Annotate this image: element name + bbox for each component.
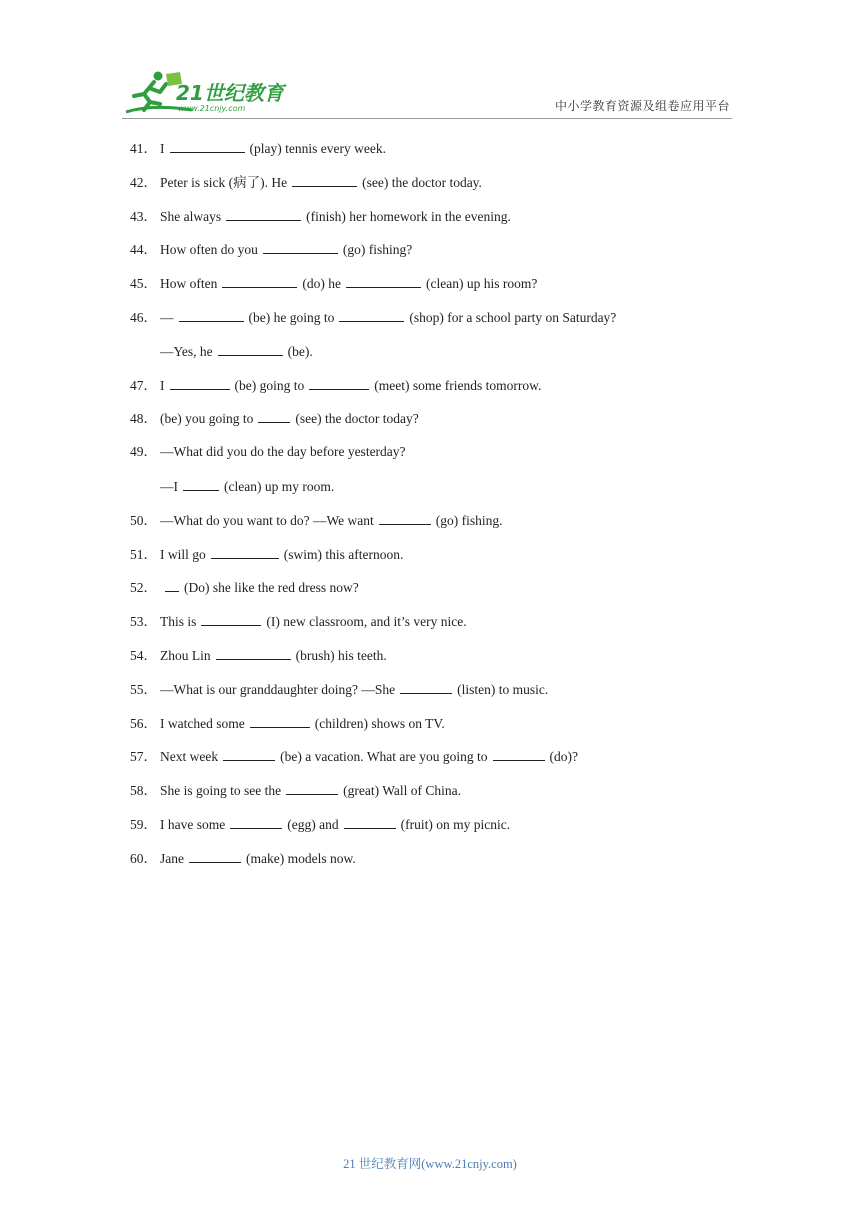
svg-text:21世纪教育: 21世纪教育: [176, 81, 284, 105]
question-number: 42．: [130, 174, 157, 190]
platform-tagline: 中小学教育资源及组卷应用平台: [554, 99, 730, 113]
question-line: [130, 746, 750, 780]
question-number: 46．: [130, 309, 157, 325]
question-line: [130, 848, 750, 882]
question-number: 43．: [130, 208, 157, 224]
answer-blank[interactable]: [344, 814, 396, 829]
question-text: (great) Wall of China.: [343, 783, 461, 799]
question-number: 58．: [130, 783, 157, 799]
question-text: (children) shows on TV.: [314, 715, 445, 731]
question-text: (be) he going to: [248, 309, 335, 325]
answer-blank[interactable]: [493, 746, 545, 761]
question-line: [130, 442, 750, 476]
question-text: How often do you: [160, 242, 258, 258]
answer-blank[interactable]: [226, 206, 301, 221]
question-text: —What did you do the day before yesterday?: [160, 444, 406, 460]
question-number: 47．: [130, 377, 157, 393]
question-list: [130, 138, 750, 882]
question-text: (listen) to music.: [457, 681, 549, 697]
svg-text:www.21cnjy.com: www.21cnjy.com: [178, 104, 246, 113]
answer-blank[interactable]: [179, 307, 244, 322]
question-line: [130, 679, 750, 713]
answer-blank[interactable]: [292, 172, 357, 187]
question-number: 49．: [130, 444, 157, 460]
question-text: (do) he: [302, 276, 341, 292]
answer-blank[interactable]: [223, 746, 275, 761]
question-text: (meet) some friends tomorrow.: [374, 377, 542, 393]
answer-blank[interactable]: [286, 780, 338, 795]
answer-blank[interactable]: [201, 611, 261, 626]
question-line: [130, 408, 750, 442]
question-text: (shop) for a school party on Saturday?: [409, 309, 617, 325]
question-number: 41．: [130, 141, 157, 156]
question-text: —I: [160, 478, 178, 494]
question-line: [130, 544, 750, 578]
question-text: Jane: [160, 850, 184, 866]
answer-blank[interactable]: [189, 848, 241, 863]
question-number: 59．: [130, 816, 157, 832]
question-text: Zhou Lin: [160, 647, 211, 663]
question-text: —What is our granddaughter doing? —She: [160, 681, 396, 697]
question-text: She always: [160, 208, 222, 224]
question-line: [130, 172, 750, 206]
question-text: (egg) and: [287, 816, 339, 832]
question-number: 57．: [130, 749, 157, 765]
question-text: (Do) she like the red dress now?: [184, 580, 359, 596]
question-number: 55．: [130, 681, 157, 697]
question-text: (I) new classroom, and it’s very nice.: [266, 614, 467, 630]
question-text: She is going to see the: [160, 783, 282, 799]
question-text: —: [160, 309, 174, 325]
question-line: [130, 239, 750, 273]
question-line: [130, 307, 750, 341]
question-text: —Yes, he: [160, 343, 213, 359]
question-line: [130, 341, 750, 375]
question-line: [130, 814, 750, 848]
header-divider: [122, 118, 732, 119]
question-number: 52．: [130, 580, 157, 596]
answer-blank[interactable]: [165, 577, 179, 592]
answer-blank[interactable]: [346, 273, 421, 288]
page-header: [0, 0, 860, 125]
question-line: [130, 645, 750, 679]
answer-blank[interactable]: [211, 544, 279, 559]
question-text: (be) a vacation. What are you going to: [280, 749, 488, 765]
runner-logo-icon: [122, 70, 292, 118]
question-text: Next week: [160, 749, 219, 765]
answer-blank[interactable]: [379, 510, 431, 525]
question-number: 51．: [130, 546, 157, 562]
question-number: 50．: [130, 512, 157, 528]
answer-blank[interactable]: [218, 341, 283, 356]
question-text: (brush) his teeth.: [295, 647, 387, 663]
question-text: I: [160, 141, 165, 156]
question-text: (clean) up my room.: [224, 478, 335, 494]
footer-link[interactable]: 21 世纪教育网(www.21cnjy.com): [343, 1157, 517, 1171]
answer-blank[interactable]: [230, 814, 282, 829]
question-text: I watched some: [160, 715, 245, 731]
question-number: 60．: [130, 850, 157, 866]
question-line: [130, 138, 750, 172]
question-line: [130, 713, 750, 747]
question-text: Peter is sick (病了). He: [160, 174, 288, 190]
question-text: This is: [160, 614, 197, 630]
question-number: 54．: [130, 647, 157, 663]
question-line: [130, 510, 750, 544]
question-line: [130, 577, 750, 611]
question-text: I will go: [160, 546, 206, 562]
question-text: (go) fishing?: [342, 242, 413, 258]
question-line: [130, 611, 750, 645]
question-number: 53．: [130, 614, 157, 630]
question-text: (be).: [287, 343, 313, 359]
answer-blank[interactable]: [339, 307, 404, 322]
question-text: (finish) her homework in the evening.: [306, 208, 511, 224]
question-text: (see) the doctor today.: [362, 174, 482, 190]
question-number: 56．: [130, 715, 157, 731]
question-text: (play) tennis every week.: [249, 141, 386, 156]
answer-blank[interactable]: [309, 375, 369, 390]
site-logo[interactable]: [122, 70, 292, 118]
question-text: I have some: [160, 816, 226, 832]
answer-blank[interactable]: [216, 645, 291, 660]
question-text: (do)?: [549, 749, 579, 765]
question-text: —What do you want to do? —We want: [160, 512, 374, 528]
answer-blank[interactable]: [170, 138, 245, 153]
question-text: (go) fishing.: [435, 512, 503, 528]
answer-blank[interactable]: [170, 375, 230, 390]
question-line: [130, 476, 750, 510]
question-line: [130, 780, 750, 814]
question-number: 44．: [130, 242, 157, 258]
question-line: [130, 375, 750, 409]
question-number: 45．: [130, 276, 157, 292]
question-text: (be) going to: [234, 377, 305, 393]
answer-blank[interactable]: [263, 239, 338, 254]
question-text: How often: [160, 276, 218, 292]
answer-blank[interactable]: [258, 408, 290, 423]
question-text: (fruit) on my picnic.: [400, 816, 511, 832]
question-text: I: [160, 377, 165, 393]
question-text: (swim) this afternoon.: [283, 546, 404, 562]
answer-blank[interactable]: [183, 476, 219, 491]
answer-blank[interactable]: [250, 713, 310, 728]
question-number: 48．: [130, 411, 157, 427]
answer-blank[interactable]: [222, 273, 297, 288]
question-text: (be) you going to: [160, 411, 254, 427]
question-text: (see) the doctor today?: [295, 411, 419, 427]
question-line: [130, 273, 750, 307]
answer-blank[interactable]: [400, 679, 452, 694]
question-line: [130, 206, 750, 240]
question-text: (clean) up his room?: [425, 276, 538, 292]
question-text: (make) models now.: [246, 850, 356, 866]
